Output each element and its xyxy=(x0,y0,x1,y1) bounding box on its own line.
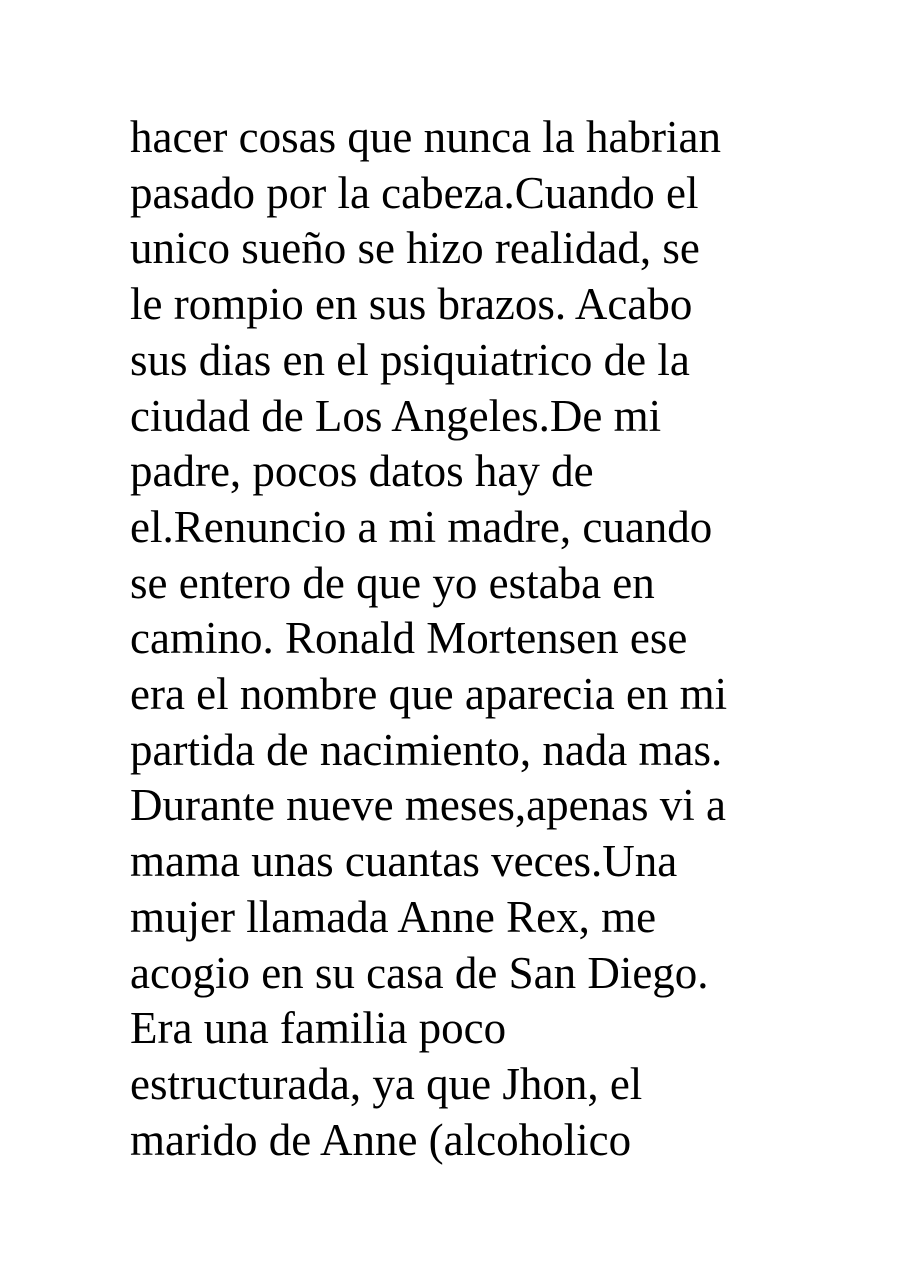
text-line-1: hacer cosas que nunca la habrian xyxy=(130,112,721,162)
text-line-3: unico sueño se hizo realidad, se xyxy=(130,223,700,274)
text-line-17: Era una familia poco xyxy=(130,1003,507,1054)
text-line-2: pasado por la cabeza.Cuando el xyxy=(130,167,699,218)
text-line-15: mujer llamada Anne Rex, me xyxy=(130,891,657,942)
text-line-10: camino. Ronald Mortensen ese xyxy=(130,613,688,664)
text-line-19: marido de Anne (alcoholico xyxy=(130,1114,632,1165)
text-line-18: estructurada, ya que Jhon, el xyxy=(130,1058,643,1109)
text-line-14: mama unas cuantas veces.Una xyxy=(130,836,678,887)
body-text xyxy=(130,110,850,1168)
text-line-11: era el nombre que aparecia en mi xyxy=(130,669,728,720)
text-line-7: padre, pocos datos hay de xyxy=(130,446,594,497)
text-line-6: ciudad de Los Angeles.De mi xyxy=(130,390,662,441)
text-line-12: partida de nacimiento, nada mas. xyxy=(130,724,723,775)
text-line-4: le rompio en sus brazos. Acabo xyxy=(130,279,693,330)
text-line-16: acogio en su casa de San Diego. xyxy=(130,947,709,998)
text-line-9: se entero de que yo estaba en xyxy=(130,557,655,608)
text-line-13: Durante nueve meses,apenas vi a xyxy=(130,780,727,831)
text-line-8: el.Renuncio a mi madre, cuando xyxy=(130,501,713,552)
text-line-5: sus dias en el psiquiatrico de la xyxy=(130,334,690,385)
